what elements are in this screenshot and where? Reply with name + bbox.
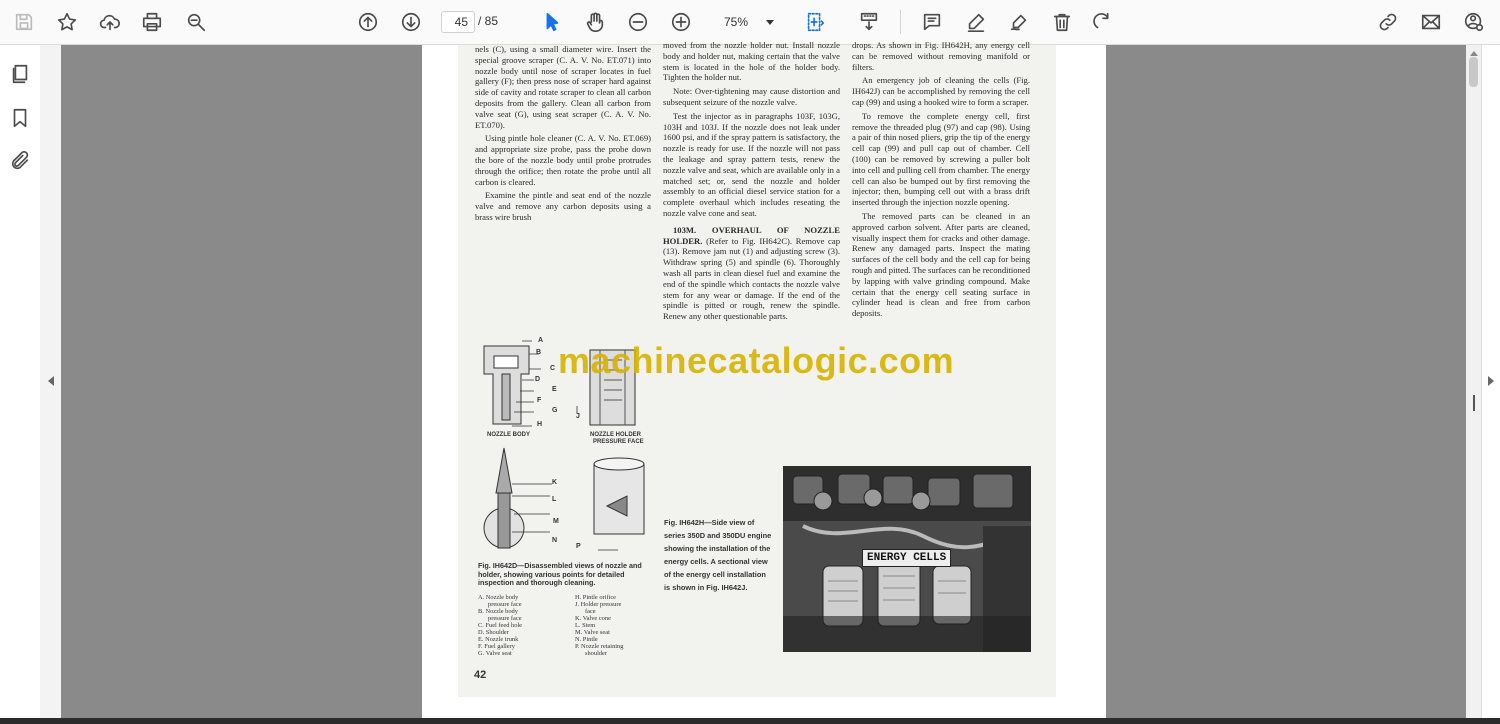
figure-label: C <box>550 365 556 372</box>
email-icon[interactable] <box>1416 7 1446 37</box>
figure-label: NOZZLE HOLDER <box>590 432 641 438</box>
left-navigation-rail <box>0 45 41 718</box>
legend-item: pressure face <box>488 601 522 608</box>
legend-item: E. Nozzle trunk <box>478 636 519 643</box>
figure-label: B <box>536 349 542 356</box>
legend-item: K. Valve cone <box>575 615 611 622</box>
paragraph: Test the injector as in paragraphs 103F, 103G, 103H and 103J. If the nozzle does not leak under 1600 psi, and if the spray pattern is satisfactory, the nozzle is ready for use. If the nozzle will not pass the leakage and spray pattern tests, renew the nozzle valve and seat, which are available only in a matched set; or, send the nozzle and holder assembly to an official diesel service station for a complete overhaul which includes reseating the nozzle valve cone and seat. <box>663 110 840 218</box>
legend-item: A. Nozzle body <box>478 594 519 601</box>
legend-item: F. Fuel gallery <box>478 643 515 650</box>
figure-label: K <box>552 479 558 486</box>
expand-left-icon <box>48 376 54 386</box>
expand-right-icon[interactable] <box>1488 376 1494 386</box>
rotate-redo-icon[interactable] <box>1089 7 1119 37</box>
scroll-up-icon[interactable] <box>1470 51 1478 56</box>
legend-item: pressure face <box>488 615 522 622</box>
page-number-input[interactable]: 45 <box>441 11 475 33</box>
legend-item: H. Pintle orifice <box>575 594 616 601</box>
legend-item: face <box>585 608 596 615</box>
zoom-search-icon[interactable] <box>181 7 211 37</box>
figure-legend-left <box>478 594 568 657</box>
previous-page-icon[interactable] <box>353 7 383 37</box>
panel-resize-handle[interactable] <box>1473 395 1475 411</box>
right-panel-rail <box>1481 45 1500 718</box>
highlight-pen-icon[interactable] <box>961 7 991 37</box>
legend-item: D. Shoulder <box>478 629 509 636</box>
legend-item: M. Valve seat <box>575 629 610 636</box>
zoom-value: 75% <box>724 15 749 29</box>
paragraph: drops. As shown in Fig. IH642H, any energy cell can be removed without removing manifold or filters. <box>852 40 1030 72</box>
vertical-scrollbar[interactable] <box>1466 45 1481 718</box>
legend-item: N. Pintle <box>575 636 598 643</box>
printed-page-number: 42 <box>474 669 487 681</box>
figure-label: PRESSURE FACE <box>593 439 644 445</box>
legend-item: P. Nozzle retaining <box>575 643 624 650</box>
figure-caption-d: Fig. IH642D—Disassembled views of nozzle and holder, showing various points for detailed inspection and thorough cleaning. <box>478 561 642 588</box>
figure-label: J <box>576 413 580 420</box>
legend-item: G. Valve seat <box>478 650 512 657</box>
left-panel-toggle[interactable] <box>40 45 61 718</box>
figure-label: D <box>535 376 541 383</box>
figure-label: M <box>553 518 559 525</box>
taskbar-strip <box>0 718 1500 724</box>
figure-label: H <box>537 421 543 428</box>
print-icon[interactable] <box>137 7 167 37</box>
comment-icon[interactable] <box>917 7 947 37</box>
paragraph: (Refer to Fig. IH642C). Remove cap (13). Remove jam nut (1) and adjusting screw (3). Withdraw spring (5) and spindle (6). Thoroughly wash all parts in clean diesel fuel and examine the end of the spindle which contacts the nozzle valve stem for any wear or damage. If the end of the spindle is pitted or rough, renew the spindle. Renew any other questionable parts. <box>663 235 840 322</box>
figure-legend-right <box>575 594 665 657</box>
figure-label: G <box>552 407 558 414</box>
paragraph: Note: Over-tightening may cause distortion and subsequent seizure of the nozzle valve. <box>663 86 840 107</box>
next-page-icon[interactable] <box>396 7 426 37</box>
legend-item: C. Fuel feed hole <box>478 622 523 629</box>
page-count: / 85 <box>478 14 499 28</box>
legend-item: L. Stem <box>575 622 596 629</box>
photo-label-energy-cells: ENERGY CELLS <box>862 549 951 567</box>
paragraph: moved from the nozzle holder nut. Install nozzle body and holder nut, making certain that the valve stem is located in the hole of the holder body. Tighten the holder nut. <box>663 40 840 83</box>
paragraph: Examine the pintle and seat end of the nozzle valve and remove any carbon deposits using a brass wire brush <box>475 190 651 222</box>
figure-label: L <box>552 496 557 503</box>
bookmarks-icon[interactable] <box>5 103 35 133</box>
figure-caption-h: Fig. IH642H—Side view of series 350D and 350DU engine showing the installation of the energy cells. A sectional view of the energy cell installation is shown in Fig. IH642J. <box>664 518 772 592</box>
legend-item: shoulder <box>585 650 608 657</box>
share-link-icon[interactable] <box>1373 7 1403 37</box>
scroll-mode-icon[interactable] <box>854 7 884 37</box>
bookmark-star-icon[interactable] <box>52 7 82 37</box>
figure-label: A <box>538 337 544 344</box>
figure-label: F <box>537 397 542 404</box>
figure-label: N <box>552 537 558 544</box>
toolbar <box>0 0 1500 45</box>
nozzle-valve-drawing <box>496 448 512 493</box>
paragraph: nels (C), using a small diameter wire. Insert the special groove scraper (C. A. V. No. ET.071) into nozzle body until nose of scraper locates in fuel gallery (F); then press nose of scraper hard against side of cavity and rotate scraper to clean all carbon deposits from the gallery. Clean all carbon from valve seat (G), using seat scraper (C. A. V. No. ET.070). <box>475 44 651 130</box>
paragraph: Using pintle hole cleaner (C. A. V. No. ET.069) and appropriate size probe, pass the probe down the bore of the nozzle body until probe protrudes through the orifice; then rotate the probe until all carbon is cleared. <box>475 133 651 187</box>
upload-cloud-icon[interactable] <box>95 7 125 37</box>
watermark-text: machinecatalogic.com <box>558 340 955 381</box>
zoom-level-select[interactable] <box>714 11 780 33</box>
scrollbar-thumb[interactable] <box>1469 57 1478 87</box>
toolbar-divider <box>900 10 901 34</box>
retaining-nut-drawing <box>594 464 644 534</box>
draw-freehand-icon[interactable] <box>1004 7 1034 37</box>
zoom-out-icon[interactable] <box>623 7 653 37</box>
fit-page-icon[interactable] <box>800 7 830 37</box>
text-column-2 <box>663 40 840 325</box>
paragraph: To remove the complete energy cell, first remove the threaded plug (97) and cap (98). Using a pair of thin nosed pliers, grip the tip of the energy cell cap (99) and pull cap out of chamber. Cell (100) can be removed by screwing a puller bolt into cell and pulling cell from chamber. The energy cell can also be bumped out by first removing the injector; then, bumping cell out with a brass drift inserted through the injection nozzle opening. <box>852 110 1030 208</box>
section-heading: 103M. OVERHAUL OF NOZZLE HOLDER. <box>663 224 840 246</box>
figure-label: NOZZLE BODY <box>487 432 530 438</box>
attachments-icon[interactable] <box>5 146 35 176</box>
page-thumbnails-icon[interactable] <box>5 59 35 89</box>
chevron-down-icon <box>766 20 774 25</box>
legend-item: J. Holder pressure <box>575 601 622 608</box>
text-column-1 <box>475 44 651 226</box>
text-column-3 <box>852 40 1030 322</box>
paragraph: The removed parts can be cleaned in an approved carbon solvent. After parts are cleaned, visually inspect them for cracks and other damage. Renew any damaged parts. Inspect the mating surfaces of the cell body and the cell cap for being rough and pitted. The surfaces can be reconditioned by lapping with valve grinding compound. Make certain that the energy cell seating surface in cylinder head is clean and free from carbon deposits. <box>852 210 1030 319</box>
figure-label: P <box>576 543 581 550</box>
delete-trash-icon[interactable] <box>1047 7 1077 37</box>
hand-tool-icon[interactable] <box>580 7 610 37</box>
figure-label: E <box>552 386 557 393</box>
account-help-icon[interactable] <box>1459 7 1489 37</box>
save-icon[interactable] <box>9 7 39 37</box>
zoom-in-icon[interactable] <box>666 7 696 37</box>
paragraph: An emergency job of cleaning the cells (Fig. IH642J) can be accomplished by removing the cell cap (99) and using a hooked wire to form a scraper. <box>852 75 1030 107</box>
select-cursor-icon[interactable] <box>537 7 567 37</box>
legend-item: B. Nozzle body <box>478 608 518 615</box>
